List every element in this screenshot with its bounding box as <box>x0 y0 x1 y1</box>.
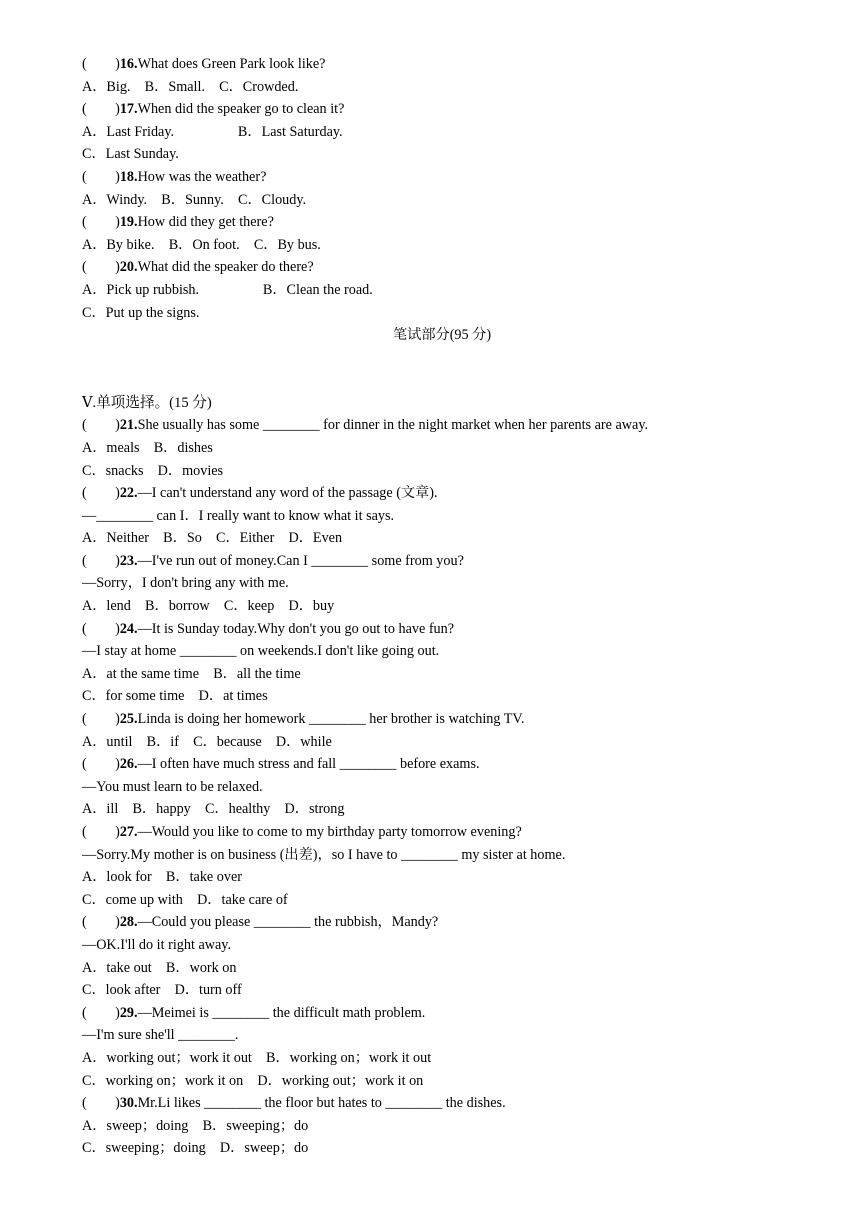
answer-blank: ( ) <box>82 1095 120 1112</box>
question-number: 23 <box>119 552 135 569</box>
dialogue-line: —Sorry.My mother is on business (出差)，so I have to ________ my sister at home. <box>82 846 566 863</box>
options-line: A．working out；work it out B．working on；work it out <box>82 1049 432 1066</box>
options-line: C．snacks D．movies <box>82 462 224 479</box>
question-number: 27 <box>119 824 135 840</box>
question-text: —Would you like to come to my birthday party tomorrow evening? <box>137 824 522 840</box>
question-text: She usually has some ________ for dinner in the night market when her parents are away. <box>137 417 649 434</box>
dialogue-line: —I stay at home ________ on weekends.I don't like going out. <box>82 643 440 660</box>
answer-blank: ( ) <box>82 914 120 931</box>
question-text: —I've run out of money.Can I ________ some from you? <box>137 552 464 569</box>
question-line <box>82 414 802 437</box>
question-text: When did the speaker go to clean it? <box>137 101 345 118</box>
question-number-dot: . <box>134 214 138 231</box>
options-line: A．Windy. B．Sunny. C．Cloudy. <box>82 191 307 208</box>
question-number-dot: . <box>134 756 138 773</box>
question-line <box>82 482 802 505</box>
question-line <box>82 256 802 279</box>
question-number: 26 <box>119 756 135 773</box>
question-number-dot: . <box>134 101 138 118</box>
question-line <box>82 821 802 844</box>
question-text: —I often have much stress and fall ________ before exams. <box>137 756 480 773</box>
answer-blank: ( ) <box>82 756 120 773</box>
options-line: A．By bike. B．On foot. C．By bus. <box>82 236 321 253</box>
answer-blank: ( ) <box>82 1004 120 1021</box>
question-number-dot: . <box>134 914 138 931</box>
options-line: C．for some time D．at times <box>82 688 268 705</box>
dialogue-line: —Sorry，I don't bring any with me. <box>82 575 289 592</box>
question-number-dot: . <box>134 824 138 840</box>
question-text: —I can't understand any word of the passage (文章). <box>137 485 438 502</box>
listening-questions <box>82 53 802 324</box>
question-number: 28 <box>119 914 135 931</box>
answer-blank: ( ) <box>82 168 120 185</box>
options-line: A．take out B．work on <box>82 959 237 976</box>
question-line <box>82 98 802 121</box>
options-line: A．sweep；doing B．sweeping；do <box>82 1117 309 1134</box>
question-number: 22 <box>119 485 135 502</box>
question-number-dot: . <box>134 56 138 72</box>
question-number-dot: . <box>134 1095 138 1112</box>
question-number: 30 <box>119 1095 135 1112</box>
question-number: 21 <box>119 417 135 434</box>
dialogue-line: —OK.I'll do it right away. <box>82 936 232 953</box>
question-number: 25 <box>119 711 135 728</box>
options-line: C．working on；work it on D．working out；work it on <box>82 1072 424 1089</box>
options-line: A．Pick up rubbish. B．Clean the road. <box>82 281 373 298</box>
question-line <box>82 53 802 76</box>
dialogue-line: —You must learn to be relaxed. <box>82 778 263 795</box>
question-line <box>82 753 802 776</box>
answer-blank: ( ) <box>82 259 120 276</box>
options-line: A．ill B．happy C．healthy D．strong <box>82 801 345 818</box>
written-part-title: 笔试部分(95 分) <box>392 327 492 344</box>
section-gap <box>82 347 802 392</box>
dialogue-line: —________ can I．I really want to know what it says. <box>82 507 395 524</box>
question-text: How did they get there? <box>137 214 274 231</box>
answer-blank: ( ) <box>82 101 120 118</box>
answer-blank: ( ) <box>82 711 120 728</box>
question-line <box>82 618 802 641</box>
options-line: A．lend B．borrow C．keep D．buy <box>82 598 335 615</box>
question-line <box>82 911 802 934</box>
question-number: 16 <box>119 56 135 72</box>
options-line: A．Neither B．So C．Either D．Even <box>82 530 343 547</box>
options-line: A．Last Friday. B．Last Saturday. <box>82 123 343 140</box>
question-number-dot: . <box>134 485 138 502</box>
question-number: 17 <box>119 101 135 118</box>
options-line: A．look for B．take over <box>82 869 242 886</box>
choice-questions <box>82 414 802 1160</box>
answer-blank: ( ) <box>82 620 120 637</box>
question-number-dot: . <box>134 417 138 434</box>
question-text: —Could you please ________ the rubbish，Mandy? <box>137 914 439 931</box>
dialogue-line: —I'm sure she'll ________. <box>82 1027 239 1044</box>
question-line <box>82 166 802 189</box>
question-text: What does Green Park look like? <box>137 56 326 72</box>
question-text: —It is Sunday today.Why don't you go out to have fun? <box>137 620 455 637</box>
question-text: Mr.Li likes ________ the floor but hates to ________ the dishes. <box>137 1095 506 1112</box>
answer-blank: ( ) <box>82 56 120 72</box>
question-text: —Meimei is ________ the difficult math problem. <box>137 1004 426 1021</box>
answer-blank: ( ) <box>82 214 120 231</box>
question-line <box>82 1092 802 1115</box>
answer-blank: ( ) <box>82 824 120 840</box>
options-line: C．Last Sunday. <box>82 146 179 163</box>
question-number-dot: . <box>134 711 138 728</box>
answer-blank: ( ) <box>82 417 120 434</box>
question-number: 20 <box>119 259 135 276</box>
question-number-dot: . <box>134 1004 138 1021</box>
question-number: 24 <box>119 620 135 637</box>
options-line: C．sweeping；doing D．sweep；do <box>82 1140 309 1157</box>
section-v-title: Ⅴ.单项选择。(15 分) <box>82 394 212 411</box>
question-text: Linda is doing her homework ________ her brother is watching TV. <box>137 711 525 728</box>
question-number: 19 <box>119 214 135 231</box>
options-line: A．Big. B．Small. C．Crowded. <box>82 78 299 95</box>
question-number: 18 <box>119 168 135 185</box>
options-line: A．meals B．dishes <box>82 439 213 456</box>
options-line: A．at the same time B．all the time <box>82 665 301 682</box>
question-line <box>82 550 802 573</box>
answer-blank: ( ) <box>82 552 120 569</box>
options-line: C．Put up the signs. <box>82 304 200 321</box>
question-line <box>82 708 802 731</box>
question-line <box>82 1002 802 1025</box>
question-line <box>82 211 802 234</box>
exam-page <box>82 53 802 1160</box>
options-line: C．look after D．turn off <box>82 982 242 999</box>
options-line: A．until B．if C．because D．while <box>82 733 332 750</box>
question-number-dot: . <box>134 168 138 185</box>
question-number-dot: . <box>134 552 138 569</box>
question-number: 29 <box>119 1004 135 1021</box>
question-number-dot: . <box>134 259 138 276</box>
question-number-dot: . <box>134 620 138 637</box>
options-line: C．come up with D．take care of <box>82 891 288 908</box>
question-text: What did the speaker do there? <box>137 259 314 276</box>
answer-blank: ( ) <box>82 485 120 502</box>
question-text: How was the weather? <box>137 168 267 185</box>
